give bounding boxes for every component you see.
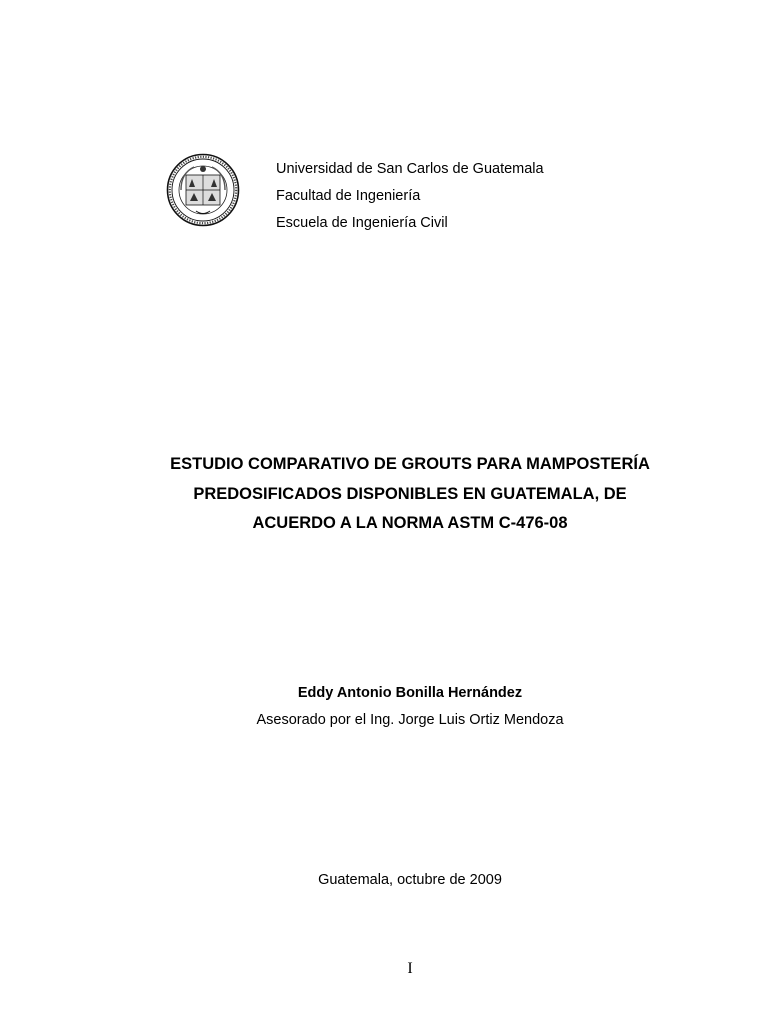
place-date: Guatemala, octubre de 2009 — [318, 872, 502, 888]
advisor-line: Asesorado por el Ing. Jorge Luis Ortiz Mendoza — [256, 712, 564, 728]
university-name: Universidad de San Carlos de Guatemala — [276, 161, 544, 177]
title-line: ACUERDO A LA NORMA ASTM C-476-08 — [252, 514, 568, 532]
school-name: Escuela de Ingeniería Civil — [276, 215, 448, 231]
author-name: Eddy Antonio Bonilla Hernández — [297, 685, 523, 701]
document-title — [60, 450, 760, 539]
institution-header — [276, 156, 544, 237]
title-line: ESTUDIO COMPARATIVO DE GROUTS PARA MAMPOSTERÍA — [170, 455, 650, 473]
faculty-name: Facultad de Ingeniería — [276, 188, 421, 204]
page-number: I — [407, 960, 413, 977]
university-seal-icon — [166, 153, 240, 227]
title-line: PREDOSIFICADOS DISPONIBLES EN GUATEMALA, DE — [193, 484, 627, 503]
